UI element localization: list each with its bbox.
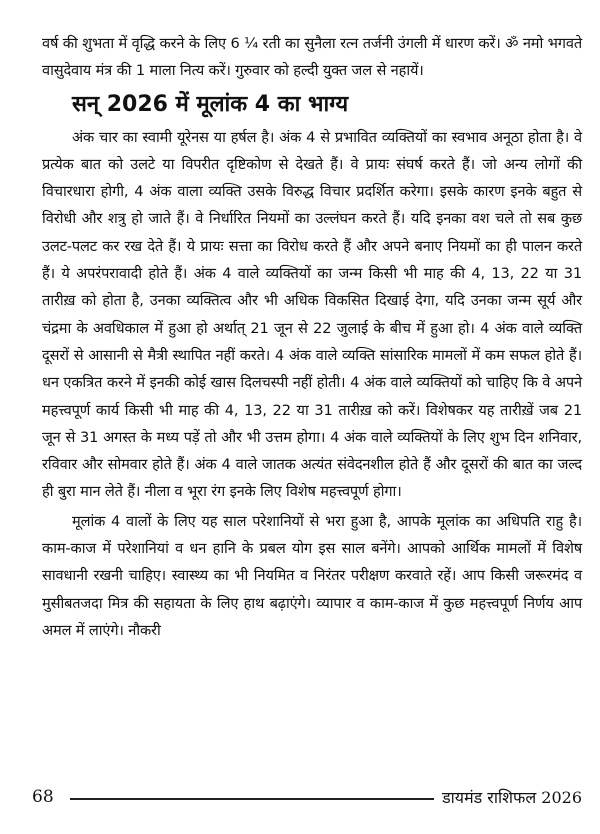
page-footer: [32, 783, 582, 811]
luck-paragraph: अंक चार का स्वामी यूरेनस या हर्षल है। अंक 4 से प्रभावित व्यक्तियों का स्वभाव अनूठा होता है। वे प्रत्येक बात को उलटे या विपरीत दृष्टिकोण से देखते हैं। वे प्रायः संघर्ष करते हैं। जो अन्य लोगों की विचारधारा होगी, 4 अंक वाला व्यक्ति उसके विरुद्ध विचार प्रदर्शित करेगा। इसके कारण इनके बहुत से विरोधी और शत्रु हो जाते हैं। वे निर्धारित नियमों का उल्लंघन करते हैं। यदि इनका वश चले तो सब कुछ उलट-पलट कर रख देते हैं। ये प्रायः सत्ता का विरोध करते हैं और अपने बनाए नियमों का ही पालन करते हैं। ये अपरंपरावादी होते हैं। अंक 4 वाले व्यक्तियों का जन्म किसी भी माह की 4, 13, 22 या 31 तारीख़ को होता है, उनका व्यक्तित्व और भी अधिक विकसित दिखाई देगा, यदि उनका जन्म सूर्य और चंद्रमा के अवधिकाल में हुआ हो अर्थात् 21 जून से 22 जुलाई के बीच में हुआ हो। 4 अंक वाले व्यक्ति दूसरों से आसानी से मैत्री स्थापित नहीं करते। 4 अंक वाले व्यक्ति सांसारिक मामलों में कम सफल होते हैं। धन एकत्रित करने में इनकी कोई खास दिलचस्पी नहीं होती। 4 अंक वाले व्यक्तियों को चाहिए कि वे अपने महत्त्वपूर्ण कार्य किसी भी माह की 4, 13, 22 या 31 तारीख़ को करें। विशेषकर यह तारीख़ें जब 21 जून से 31 अगस्त के मध्य पड़ें तो और भी उत्तम होगा। 4 अंक वाले व्यक्तियों के लिए शुभ दिन शनिवार, रविवार और सोमवार होते हैं। अंक 4 वाले जातक अत्यंत संवेदनशील होते हैं और दूसरों की बात का जल्द ही बुरा मान लेते हैं। नीला व भूरा रंग इनके लिए विशेष महत्त्वपूर्ण होगा।: [42, 128, 582, 501]
book-title: डायमंड राशिफल 2026: [442, 788, 582, 807]
footer-rule: [70, 798, 434, 800]
mulank-paragraph: मूलांक 4 वालों के लिए यह साल परेशानियों से भरा हुआ है, आपके मूलांक का अधिपति राहु है। काम-काज में परेशानियां व धन हानि के प्रबल योग इस साल बनेंगे। आपको आर्थिक मामलों में विशेष सावधानी रखनी चाहिए। स्वास्थ्य का भी नियमित व निरंतर परीक्षण करवाते रहें। आप किसी जरूरमंद व मुसीबतजदा मित्र की सहायता के लिए हाथ बढ़ाएंगे। व्यापार व काम-काज में कुछ महत्त्वपूर्ण निर्णय आप अमल में लाएंगे। नौकरी: [42, 512, 582, 639]
page-number: 68: [32, 787, 54, 807]
intro-paragraph: वर्ष की शुभता में वृद्धि करने के लिए 6 ¼ रती का सुनैला रत्न तर्जनी उंगली में धारण करें। ॐ नमो भगवते वासुदेवाय मंत्र की 1 माला नित्य करें। गुरुवार को हल्दी युक्त जल से नहायें।: [42, 35, 582, 80]
page-body: [42, 30, 582, 644]
section-heading: सन् 2026 में मूलांक 4 का भाग्य: [72, 91, 349, 117]
